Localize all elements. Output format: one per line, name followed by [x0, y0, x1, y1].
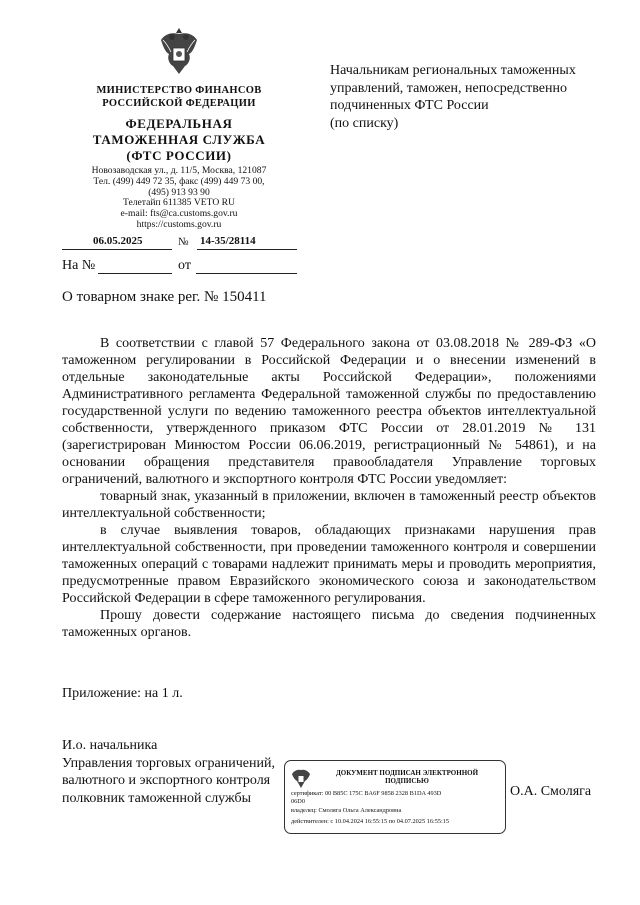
- stamp-emblem-icon: [291, 767, 311, 791]
- contact-line: e-mail: fts@ca.customs.gov.ru: [120, 208, 238, 220]
- service-line: (ФТС РОССИИ): [126, 148, 232, 163]
- letter-subject: О товарном знаке рег. № 150411: [62, 289, 267, 305]
- signer-name: О.А. Смоляга: [510, 784, 592, 799]
- addressee-line: подчиненных ФТС России: [330, 98, 489, 113]
- contact-line: Телетайп 611385 VETO RU: [123, 197, 235, 209]
- addressee-line: (по списку): [330, 115, 399, 131]
- stamp-certificate-cont: 06D0: [291, 797, 305, 805]
- document-date: 06.05.2025: [93, 235, 143, 247]
- reference-number-label: На №: [62, 258, 96, 273]
- ministry-line: МИНИСТЕРСТВО ФИНАНСОВ: [96, 85, 262, 96]
- position-line: Управления торговых ограничений,: [62, 755, 275, 771]
- contact-line: (495) 913 93 90: [148, 186, 210, 198]
- position-line: полковник таможенной службы: [62, 790, 252, 806]
- stamp-certificate: сертификат: 00 B85C 175C BA6F 9858 2328 B1DA 493D: [291, 790, 442, 797]
- service-line: ТАМОЖЕННАЯ СЛУЖБА: [92, 132, 266, 147]
- position-line: И.о. начальника: [62, 738, 158, 753]
- contact-details: [62, 166, 296, 231]
- number-underline: [197, 249, 297, 250]
- attachment-note: Приложение: на 1 л.: [62, 686, 183, 701]
- contact-line: Новозаводская ул., д. 11/5, Москва, 121087: [91, 165, 267, 176]
- ministry-line: РОССИЙСКОЙ ФЕДЕРАЦИИ: [102, 98, 256, 109]
- signer-position: [62, 737, 275, 807]
- ministry-name: [62, 84, 296, 110]
- reference-date-label: от: [178, 258, 191, 273]
- coat-of-arms-emblem: [157, 26, 201, 78]
- addressee-block: [330, 62, 620, 132]
- service-line: ФЕДЕРАЛЬНАЯ: [125, 116, 233, 131]
- stamp-validity: действителен: с 10.04.2024 16:55:15 по 04.07.2025 16:55:15: [291, 818, 450, 825]
- addressee-line: Начальникам региональных таможенных: [330, 63, 576, 78]
- contact-line: Тел. (499) 449 72 35, факс (499) 449 73 00,: [93, 175, 265, 187]
- stamp-title-line: ПОДПИСЬЮ: [385, 777, 429, 785]
- position-line: валютного и экспортного контроля: [62, 773, 271, 788]
- body-paragraph: в случае выявления товаров, обладающих признаками нарушения прав интеллектуальной собственности, при проведении таможенного контроля и совершении таможенных операций с товарами надлежит принимать меры и проводить мероприятия, предусмотренные правом Евразийского экономического союза и законодательством Российской Федерации в сфере таможенного регулирования.: [62, 523, 596, 606]
- date-underline: [62, 249, 172, 250]
- stamp-title: [313, 769, 501, 785]
- stamp-title-line: ДОКУМЕНТ ПОДПИСАН ЭЛЕКТРОННОЙ: [335, 769, 479, 777]
- body-paragraph: Прошу довести содержание настоящего письма до сведения подчиненных таможенных органов.: [62, 608, 596, 640]
- reference-date-line: [196, 273, 297, 274]
- electronic-signature-stamp: [284, 760, 506, 834]
- contact-line: https://customs.gov.ru: [136, 218, 222, 230]
- body-paragraph: товарный знак, указанный в приложении, включен в таможенный реестр объектов интеллектуальной собственности;: [62, 489, 596, 521]
- addressee-line: управлений, таможен, непосредственно: [330, 80, 567, 96]
- document-number: 14-35/28114: [200, 235, 256, 247]
- body-paragraph: В соответствии с главой 57 Федерального закона от 03.08.2018 № 289-ФЗ «О таможенном регулировании в Российской Федерации и о внесении изменений в отдельные законодательные акты Российской Федерации», положениями Административного регламента Федеральной таможенной службы по предоставлению государственной услуги по ведению таможенного реестра объектов интеллектуальной собственности, утвержденного приказом ФТС России от 28.01.2019 № 131 (зарегистрирован Минюстом России 06.06.2019, регистрационный № 54861), и на основании обращения представителя правообладателя Управление торговых ограничений, валютного и экспортного контроля ФТС России уведомляет:: [62, 336, 596, 487]
- number-sign: №: [178, 236, 189, 248]
- service-name: [62, 116, 296, 164]
- letter-body: [62, 335, 596, 641]
- reference-number-line: [98, 273, 172, 274]
- stamp-owner: владелец: Смоляга Ольга Александровна: [291, 807, 402, 814]
